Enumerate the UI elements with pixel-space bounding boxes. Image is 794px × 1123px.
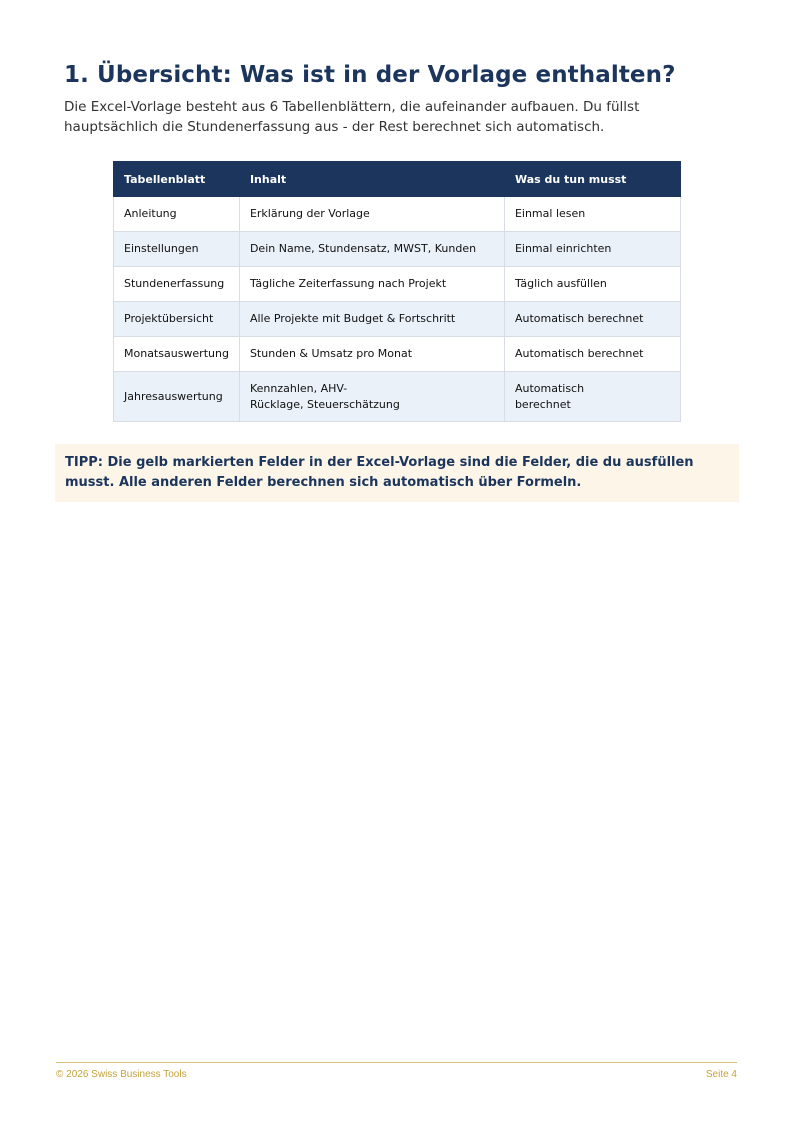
- table-row: [114, 337, 681, 372]
- tip-box: TIPP: Die gelb markierten Felder in der Excel-Vorlage sind die Felder, die du ausfüllen musst. Alle anderen Felder berechnen sich automatisch über Formeln.: [55, 444, 739, 502]
- cell-action: Einmal einrichten: [504, 232, 680, 267]
- cell-content: Alle Projekte mit Budget & Fortschritt: [239, 302, 504, 337]
- cell-content: Kennzahlen, AHV- Rücklage, Steuerschätzung: [239, 372, 504, 422]
- column-header-sheet: Tabellenblatt: [114, 162, 240, 197]
- table-header-row: [114, 162, 681, 197]
- table-row: [114, 267, 681, 302]
- intro-paragraph: Die Excel-Vorlage besteht aus 6 Tabellenblättern, die aufeinander aufbauen. Du füllst hauptsächlich die Stundenerfassung aus - der Rest berechnet sich automatisch.: [64, 99, 640, 135]
- cell-action: Täglich ausfüllen: [504, 267, 680, 302]
- cell-sheet: Anleitung: [114, 197, 240, 232]
- cell-sheet: Projektübersicht: [114, 302, 240, 337]
- page-number: Seite 4: [705, 1069, 737, 1080]
- footer-divider: [56, 1062, 737, 1063]
- column-header-content: Inhalt: [239, 162, 504, 197]
- table-row: [114, 302, 681, 337]
- cell-content: Dein Name, Stundensatz, MWST, Kunden: [239, 232, 504, 267]
- cell-content: Erklärung der Vorlage: [239, 197, 504, 232]
- footer-copyright: © 2026 Swiss Business Tools: [56, 1069, 187, 1080]
- cell-sheet: Stundenerfassung: [114, 267, 240, 302]
- cell-sheet: Monatsauswertung: [114, 337, 240, 372]
- cell-sheet: Einstellungen: [114, 232, 240, 267]
- table-row: [114, 372, 681, 422]
- cell-action: Einmal lesen: [504, 197, 680, 232]
- table-row: [114, 197, 681, 232]
- cell-action: Automatisch berechnet: [504, 337, 680, 372]
- column-header-action: Was du tun musst: [504, 162, 680, 197]
- table-row: [114, 232, 681, 267]
- sheets-table: [113, 161, 681, 422]
- cell-content: Stunden & Umsatz pro Monat: [239, 337, 504, 372]
- cell-content: Tägliche Zeiterfassung nach Projekt: [239, 267, 504, 302]
- cell-action: Automatisch berechnet: [504, 372, 680, 422]
- page-title: 1. Übersicht: Was ist in der Vorlage enthalten?: [64, 62, 676, 88]
- cell-sheet: Jahresauswertung: [114, 372, 240, 422]
- cell-action: Automatisch berechnet: [504, 302, 680, 337]
